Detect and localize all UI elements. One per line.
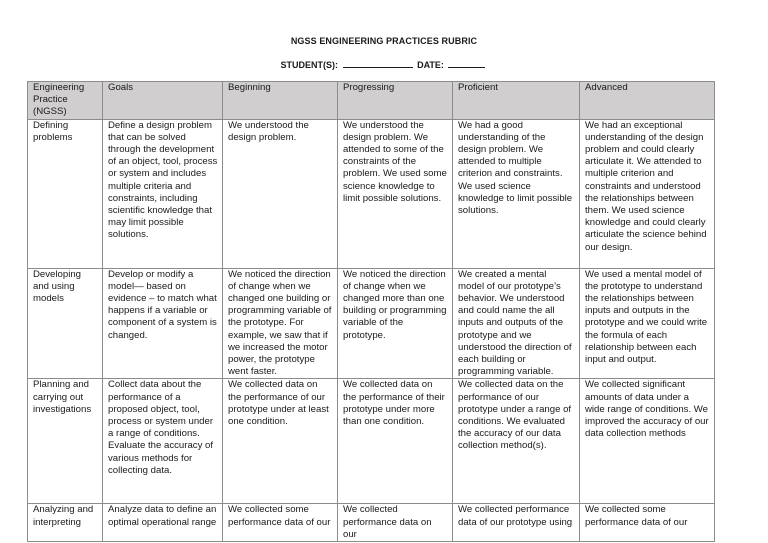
page-title: NGSS ENGINEERING PRACTICES RUBRIC xyxy=(290,36,478,46)
student-label: STUDENT(S): xyxy=(280,60,339,70)
student-date-line xyxy=(0,58,768,70)
cell-proficient: We collected performance data of our prototype using xyxy=(453,504,580,542)
cell-advanced: We collected some performance data of our xyxy=(580,504,715,542)
cell-goals: Analyze data to define an optimal operational range xyxy=(103,504,223,542)
cell-beginning: We noticed the direction of change when we changed one building or programming variable of the prototype. For example, we saw that if we increased the motor power, the prototype went faster. xyxy=(223,268,338,379)
header-proficient: Proficient xyxy=(453,82,580,120)
cell-progressing: We collected data on the performance of their prototype under more than one condition. xyxy=(338,379,453,504)
cell-beginning: We collected some performance data of our xyxy=(223,504,338,542)
cell-advanced: We used a mental model of the prototype to understand the relationships between inputs and outputs in the prototype and we could write the formula of each relationship between each input and output. xyxy=(580,268,715,379)
cell-advanced: We collected significant amounts of data under a wide range of conditions. We improved the accuracy of our data collection methods xyxy=(580,379,715,504)
header-beginning: Beginning xyxy=(223,82,338,120)
cell-practice: Analyzing and interpreting xyxy=(28,504,103,542)
cell-goals: Define a design problem that can be solved through the development of an object, tool, process or system and includes multiple criteria and constraints, including scientific knowledge that may limit possible solutions. xyxy=(103,119,223,268)
table-row xyxy=(28,379,715,504)
header-practice: Engineering Practice (NGSS) xyxy=(28,82,103,120)
header-goals: Goals xyxy=(103,82,223,120)
cell-goals: Collect data about the performance of a proposed object, tool, process or system under a range of conditions. Evaluate the accuracy of various methods for collecting data. xyxy=(103,379,223,504)
header-progressing: Progressing xyxy=(338,82,453,120)
student-name-blank[interactable] xyxy=(343,58,413,68)
table-row xyxy=(28,268,715,379)
header-advanced: Advanced xyxy=(580,82,715,120)
cell-practice: Defining problems xyxy=(28,119,103,268)
cell-progressing: We noticed the direction of change when we changed more than one building or programming variable of the prototype. xyxy=(338,268,453,379)
table-header-row xyxy=(28,82,715,120)
cell-progressing: We understood the design problem. We attended to some of the constraints of the problem. We used some science knowledge to limit possible solutions. xyxy=(338,119,453,268)
cell-beginning: We collected data on the performance of our prototype under at least one condition. xyxy=(223,379,338,504)
cell-goals: Develop or modify a model— based on evidence – to match what happens if a variable or component of a system is changed. xyxy=(103,268,223,379)
date-blank[interactable] xyxy=(448,58,485,68)
table-row xyxy=(28,119,715,268)
cell-progressing: We collected performance data on our xyxy=(338,504,453,542)
cell-advanced: We had an exceptional understanding of the design problem and could clearly articulate it. We attended to multiple criterion and constraints and understood the relationships between them. We used science knowledge and could clearly articulate the science behind our design. xyxy=(580,119,715,268)
cell-proficient: We collected data on the performance of our prototype under a range of conditions. We evaluated the accuracy of our data collection method(s). xyxy=(453,379,580,504)
table-row xyxy=(28,504,715,542)
cell-proficient: We created a mental model of our prototype’s behavior. We understood and could name the all inputs and outputs of the prototype and we understood the direction of each building or programming variable. xyxy=(453,268,580,379)
rubric-table xyxy=(27,81,715,542)
cell-practice: Developing and using models xyxy=(28,268,103,379)
cell-practice: Planning and carrying out investigations xyxy=(28,379,103,504)
date-label: DATE: xyxy=(417,60,444,70)
cell-proficient: We had a good understanding of the design problem. We attended to multiple criterion and constraints. We used science knowledge to limit possible solutions. xyxy=(453,119,580,268)
cell-beginning: We understood the design problem. xyxy=(223,119,338,268)
